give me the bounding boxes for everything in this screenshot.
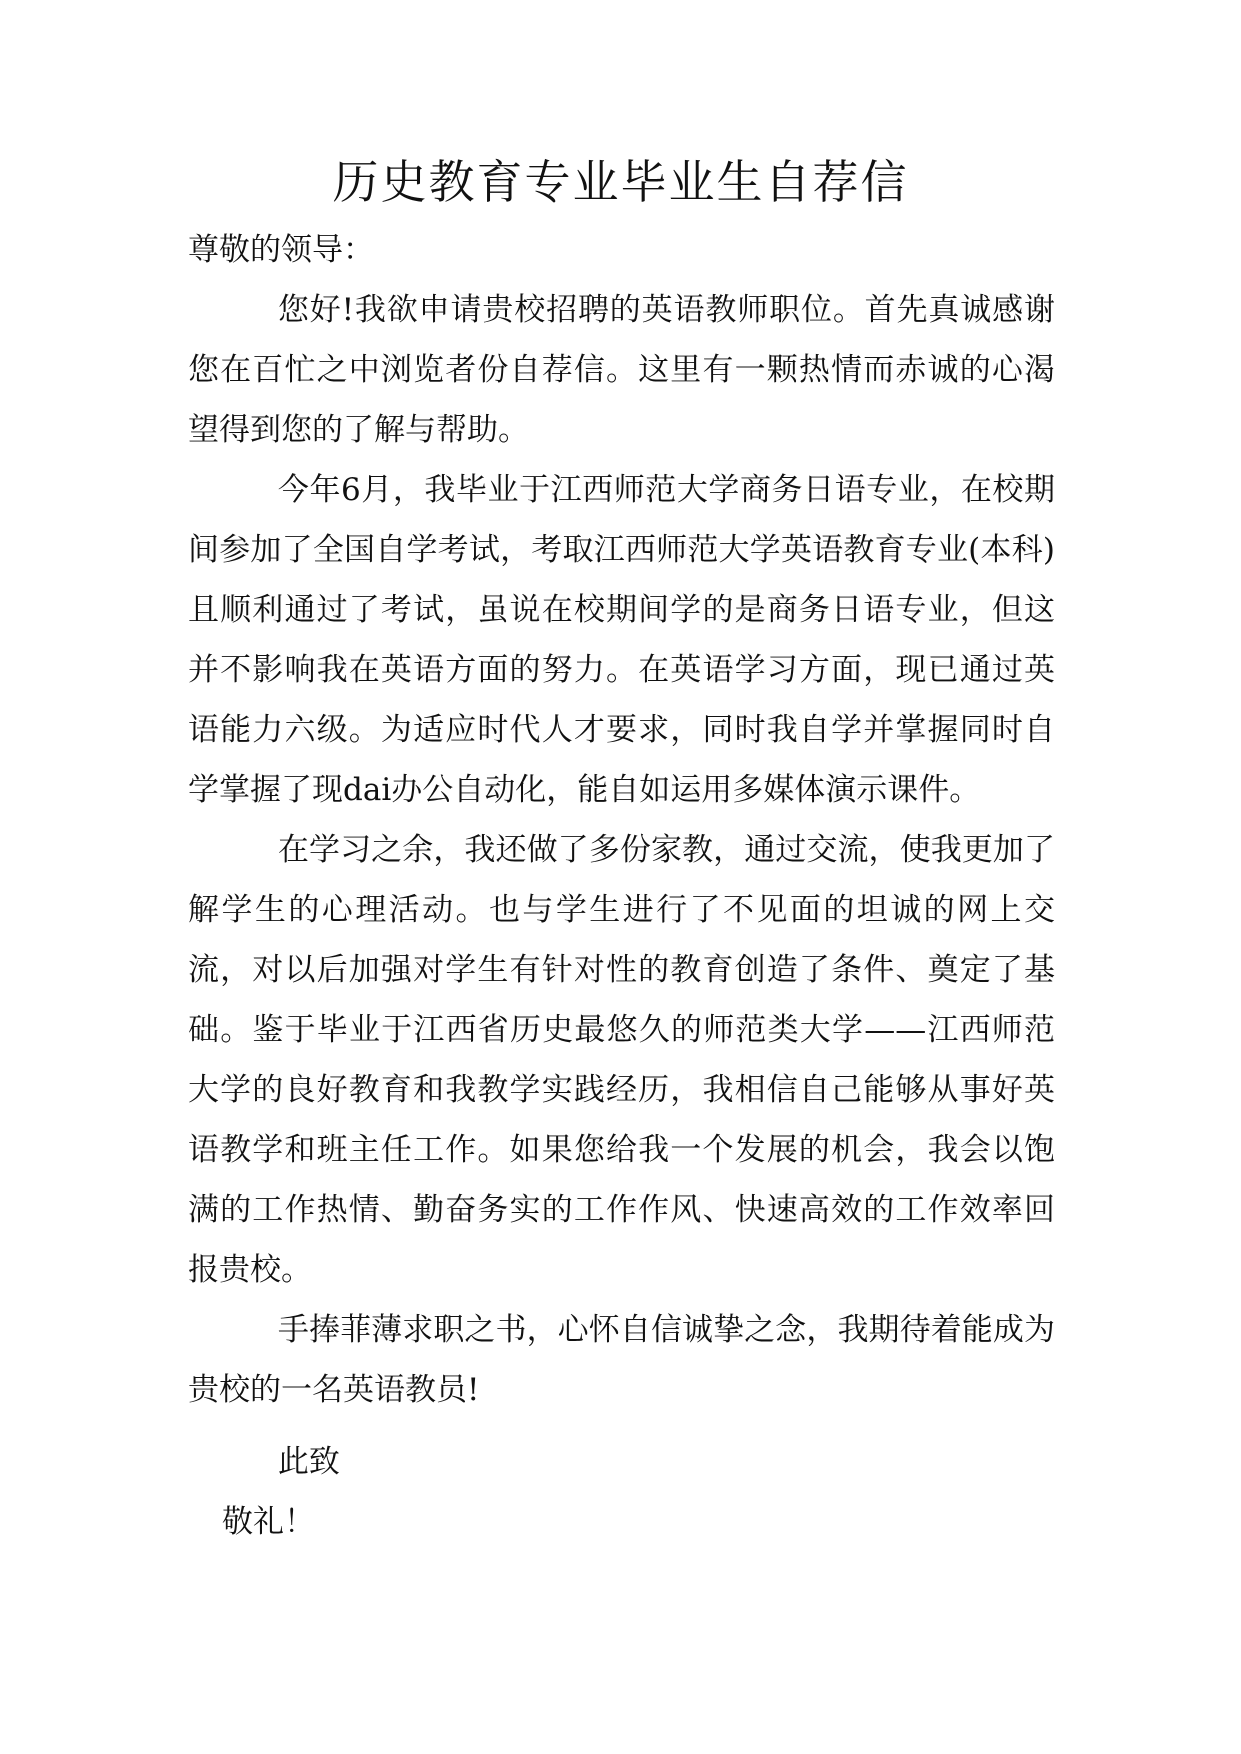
- paragraph-intro: 您好!我欲申请贵校招聘的英语教师职位。首先真诚感谢您在百忙之中浏览者份自荐信。这里有一颗热情而赤诚的心渴望得到您的了解与帮助。: [188, 292, 1055, 448]
- closing-phrase: 此致: [277, 1444, 340, 1480]
- salutation: 尊敬的领导：: [188, 232, 374, 268]
- paragraph-conclusion: 手捧菲薄求职之书，心怀自信诚挚之念，我期待着能成为贵校的一名英语教员!: [188, 1312, 1055, 1408]
- paragraph-experience: 在学习之余，我还做了多份家教，通过交流，使我更加了解学生的心理活动。也与学生进行了不见面的坦诚的网上交流，对以后加强对学生有针对性的教育创造了条件、奠定了基础。鉴于毕业于江西省历史最悠久的师范类大学——江西师范大学的良好教育和我教学实践经历，我相信自己能够从事好英语教学和班主任工作。如果您给我一个发展的机会，我会以饱满的工作热情、勤奋务实的工作作风、快速高效的工作效率回报贵校。: [188, 832, 1055, 1288]
- regards-phrase: 敬礼！: [222, 1504, 315, 1540]
- letter-title: 历史教育专业毕业生自荐信: [332, 155, 909, 209]
- letter-body: [188, 220, 1055, 1552]
- paragraph-education: 今年6月，我毕业于江西师范大学商务日语专业，在校期间参加了全国自学考试，考取江西师范大学英语教育专业(本科)且顺利通过了考试，虽说在校期间学的是商务日语专业，但这并不影响我在英语方面的努力。在英语学习方面，现已通过英语能力六级。为适应时代人才要求，同时我自学并掌握同时自学掌握了现dai办公自动化，能自如运用多媒体演示课件。: [188, 472, 1055, 808]
